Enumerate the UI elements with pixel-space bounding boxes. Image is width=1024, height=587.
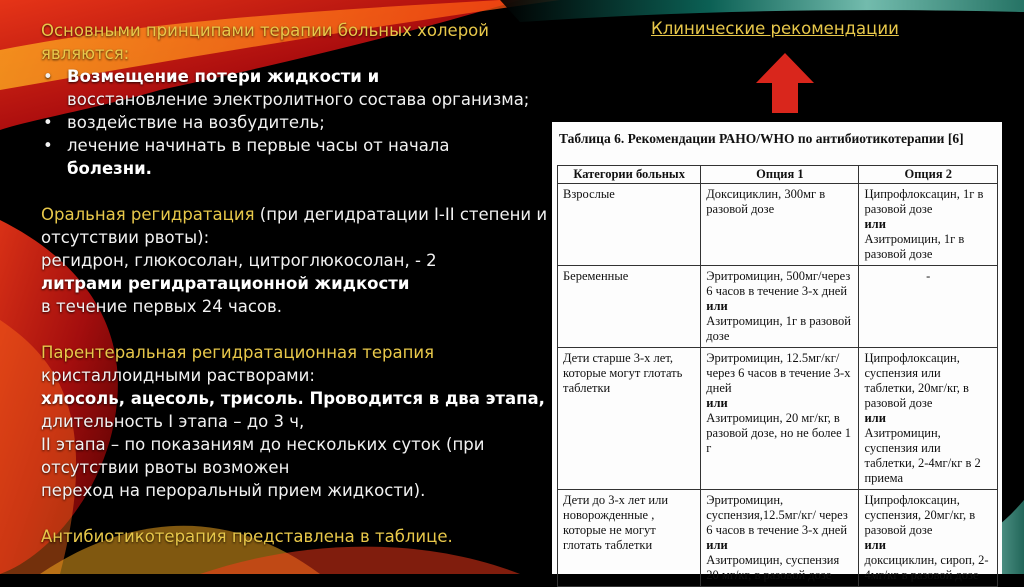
- table-row: [558, 348, 998, 490]
- table-row: [558, 184, 998, 266]
- cell-option-2: -: [859, 266, 998, 348]
- arrow-up-icon: [756, 53, 814, 113]
- cell-option-1: Доксициклин, 300мг в разовой дозе: [701, 184, 859, 266]
- left-text-block: [41, 19, 561, 548]
- oral-drugs: регидрон, глюкосолан, цитроглюкосолан, - 2: [41, 251, 437, 270]
- therapy-table-image: [552, 122, 1002, 582]
- header-option-2: Опция 2: [859, 166, 998, 184]
- header-category: Категории больных: [558, 166, 701, 184]
- parenteral-stage2: II этапа – по показаниям до нескольких суток (при отсутствии рвоты возможен: [41, 435, 485, 477]
- intro-text: Основными принципами терапии больных холерой являются:: [41, 21, 489, 63]
- parenteral-line: кристаллоидными растворами:: [41, 366, 315, 385]
- header-option-1: Опция 1: [701, 166, 859, 184]
- table-row: [558, 266, 998, 348]
- antibiotic-note: Антибиотикотерапия представлена в таблице.: [41, 527, 453, 546]
- cell-option-1: Эритромицин, суспензия,12.5мг/кг/ через 6 часов в течение 3-х дней или Азитромицин, суспензия 20 мг/кг, в разовой дозе: [701, 490, 859, 587]
- list-item: • воздействие на возбудитель;: [41, 111, 561, 134]
- cell-category: Дети до 3-х лет или новорожденные , которые не могут глотать таблетки: [558, 490, 701, 587]
- cell-category: Взрослые: [558, 184, 701, 266]
- oral-volume: литрами регидратационной жидкости: [41, 274, 410, 293]
- cell-option-1: Эритромицин, 12.5мг/кг/ через 6 часов в течение 3-х дней или Азитромицин, 20 мг/кг, в разовой дозе, но не более 1 г: [701, 348, 859, 490]
- cell-option-2: Ципрофлоксацин, 1г в разовой дозе или Азитромицин, 1г в разовой дозе: [859, 184, 998, 266]
- parenteral-title: Парентеральная регидратационная терапия: [41, 343, 435, 362]
- cell-option-2: Ципрофлоксацин, суспензия или таблетки, 20мг/кг, в разовой дозе или Азитромицин, суспензия или таблетки, 2-4мг/кг в 2 приема: [859, 348, 998, 490]
- cell-category: Беременные: [558, 266, 701, 348]
- table-row: [558, 490, 998, 587]
- list-item: • лечение начинать в первые часы от начала болезни.: [41, 134, 561, 180]
- parenteral-oral-switch: переход на пероральный прием жидкости).: [41, 481, 426, 500]
- cell-category: Дети старше 3-х лет, которые могут глотать таблетки: [558, 348, 701, 490]
- cell-option-1: Эритромицин, 500мг/через 6 часов в течение 3-х дней или Азитромицин, 1г в разовой дозе: [701, 266, 859, 348]
- principles-list: [41, 65, 561, 180]
- parenteral-stage1: длительность I этапа – до 3 ч,: [41, 412, 305, 431]
- list-item: • Возмещение потери жидкости и восстановление электролитного состава организма;: [41, 65, 561, 111]
- oral-rehydration: Оральная регидратация (при дегидратации I-II степени и отсутствии рвоты):: [41, 205, 548, 247]
- cell-option-2: Ципрофлоксацин, суспензия, 20мг/кг, в разовой дозе или доксициклин, сироп, 2-4мг/кг в разовой дозе: [859, 490, 998, 587]
- oral-duration: в течение первых 24 часов.: [41, 297, 282, 316]
- table-caption: Таблица 6. Рекомендации РАНО/WHO по антибиотикотерапии [6]: [559, 131, 964, 146]
- clinical-guidelines-link[interactable]: Клинические рекомендации: [651, 19, 899, 38]
- parenteral-solutions: хлосоль, ацесоль, трисоль. Проводится в два этапа,: [41, 389, 545, 408]
- antibiotic-table: [557, 165, 998, 587]
